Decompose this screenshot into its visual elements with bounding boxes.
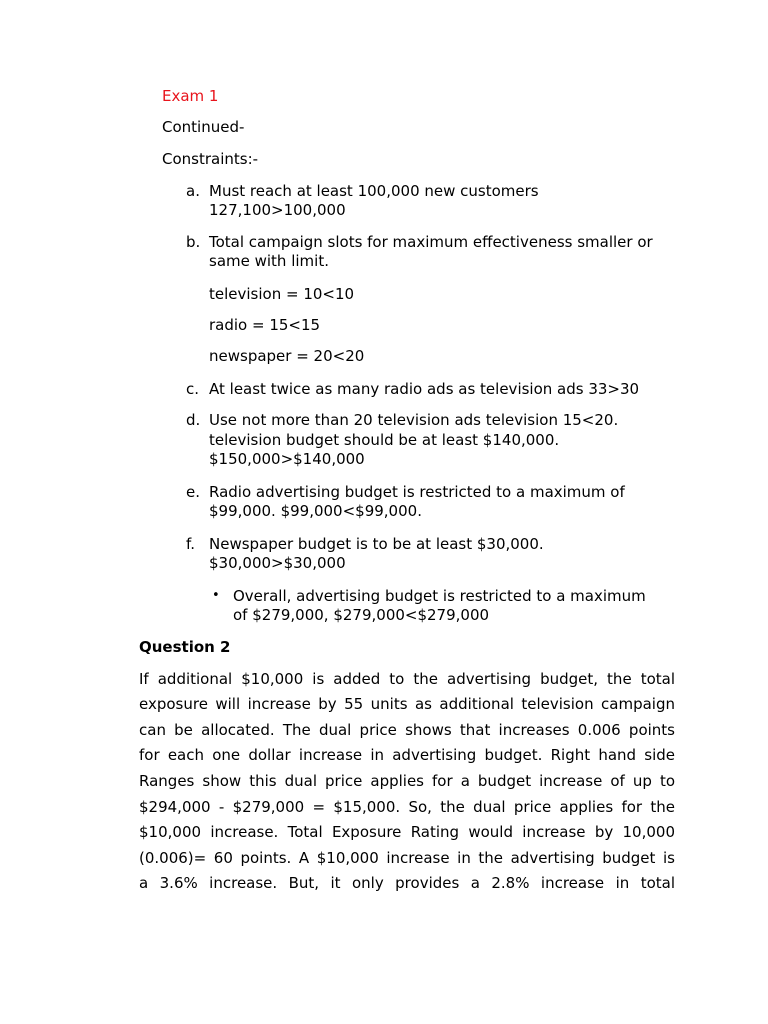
paragraph-line: for each one dollar increase in advertising budget. Right hand side (139, 746, 675, 764)
paragraph-line: $294,000 - $279,000 = $15,000. So, the dual price applies for the (139, 798, 675, 816)
constraint-d-marker: d. (186, 411, 201, 429)
continued-label: Continued- (162, 118, 245, 136)
constraint-f-marker: f. (186, 535, 195, 553)
constraint-b-line-2: same with limit. (209, 252, 329, 270)
bullet-line-2: of $279,000, $279,000<$279,000 (233, 606, 490, 624)
constraints-title: Constraints:- (162, 150, 259, 168)
constraint-f-line-1: Newspaper budget is to be at least $30,000. (209, 535, 544, 553)
constraint-b-marker: b. (186, 233, 201, 251)
paragraph-line: Ranges show this dual price applies for a budget increase of up to (139, 772, 675, 790)
constraint-d-line-3: $150,000>$140,000 (209, 450, 365, 468)
constraint-a-line-1: Must reach at least 100,000 new customers (209, 182, 539, 200)
constraint-d-line-1: Use not more than 20 television ads television 15<20. (209, 411, 619, 429)
paragraph-line: (0.006)= 60 points. A $10,000 increase in the advertising budget is (139, 849, 675, 867)
paragraph-line: can be allocated. The dual price shows that increases 0.006 points (139, 721, 675, 739)
bullet-line-1: Overall, advertising budget is restricted to a maximum (233, 587, 646, 605)
constraint-e-marker: e. (186, 483, 200, 501)
constraint-f-line-2: $30,000>$30,000 (209, 554, 346, 572)
paragraph-line: $10,000 increase. Total Exposure Rating would increase by 10,000 (139, 823, 675, 841)
paragraph-line: exposure will increase by 55 units as additional television campaign (139, 695, 675, 713)
constraint-b-line-1: Total campaign slots for maximum effectiveness smaller or (209, 233, 653, 251)
constraint-a-marker: a. (186, 182, 200, 200)
constraint-b-newspaper: newspaper = 20<20 (209, 347, 365, 365)
bullet-marker: • (212, 588, 220, 603)
constraint-d-line-2: television budget should be at least $140,000. (209, 431, 560, 449)
paragraph-line: If additional $10,000 is added to the advertising budget, the total (139, 670, 675, 688)
constraint-b-television: television = 10<10 (209, 285, 355, 303)
paragraph-line: a 3.6% increase. But, it only provides a 2.8% increase in total (139, 874, 675, 892)
constraint-e-line-2: $99,000. $99,000<$99,000. (209, 502, 422, 520)
constraint-c-marker: c. (186, 380, 200, 398)
question-2-heading: Question 2 (139, 638, 231, 656)
constraint-b-radio: radio = 15<15 (209, 316, 321, 334)
constraint-a-line-2: 127,100>100,000 (209, 201, 346, 219)
exam-label: Exam 1 (162, 87, 219, 105)
constraint-c-line-1: At least twice as many radio ads as television ads 33>30 (209, 380, 640, 398)
constraint-e-line-1: Radio advertising budget is restricted to a maximum of (209, 483, 625, 501)
